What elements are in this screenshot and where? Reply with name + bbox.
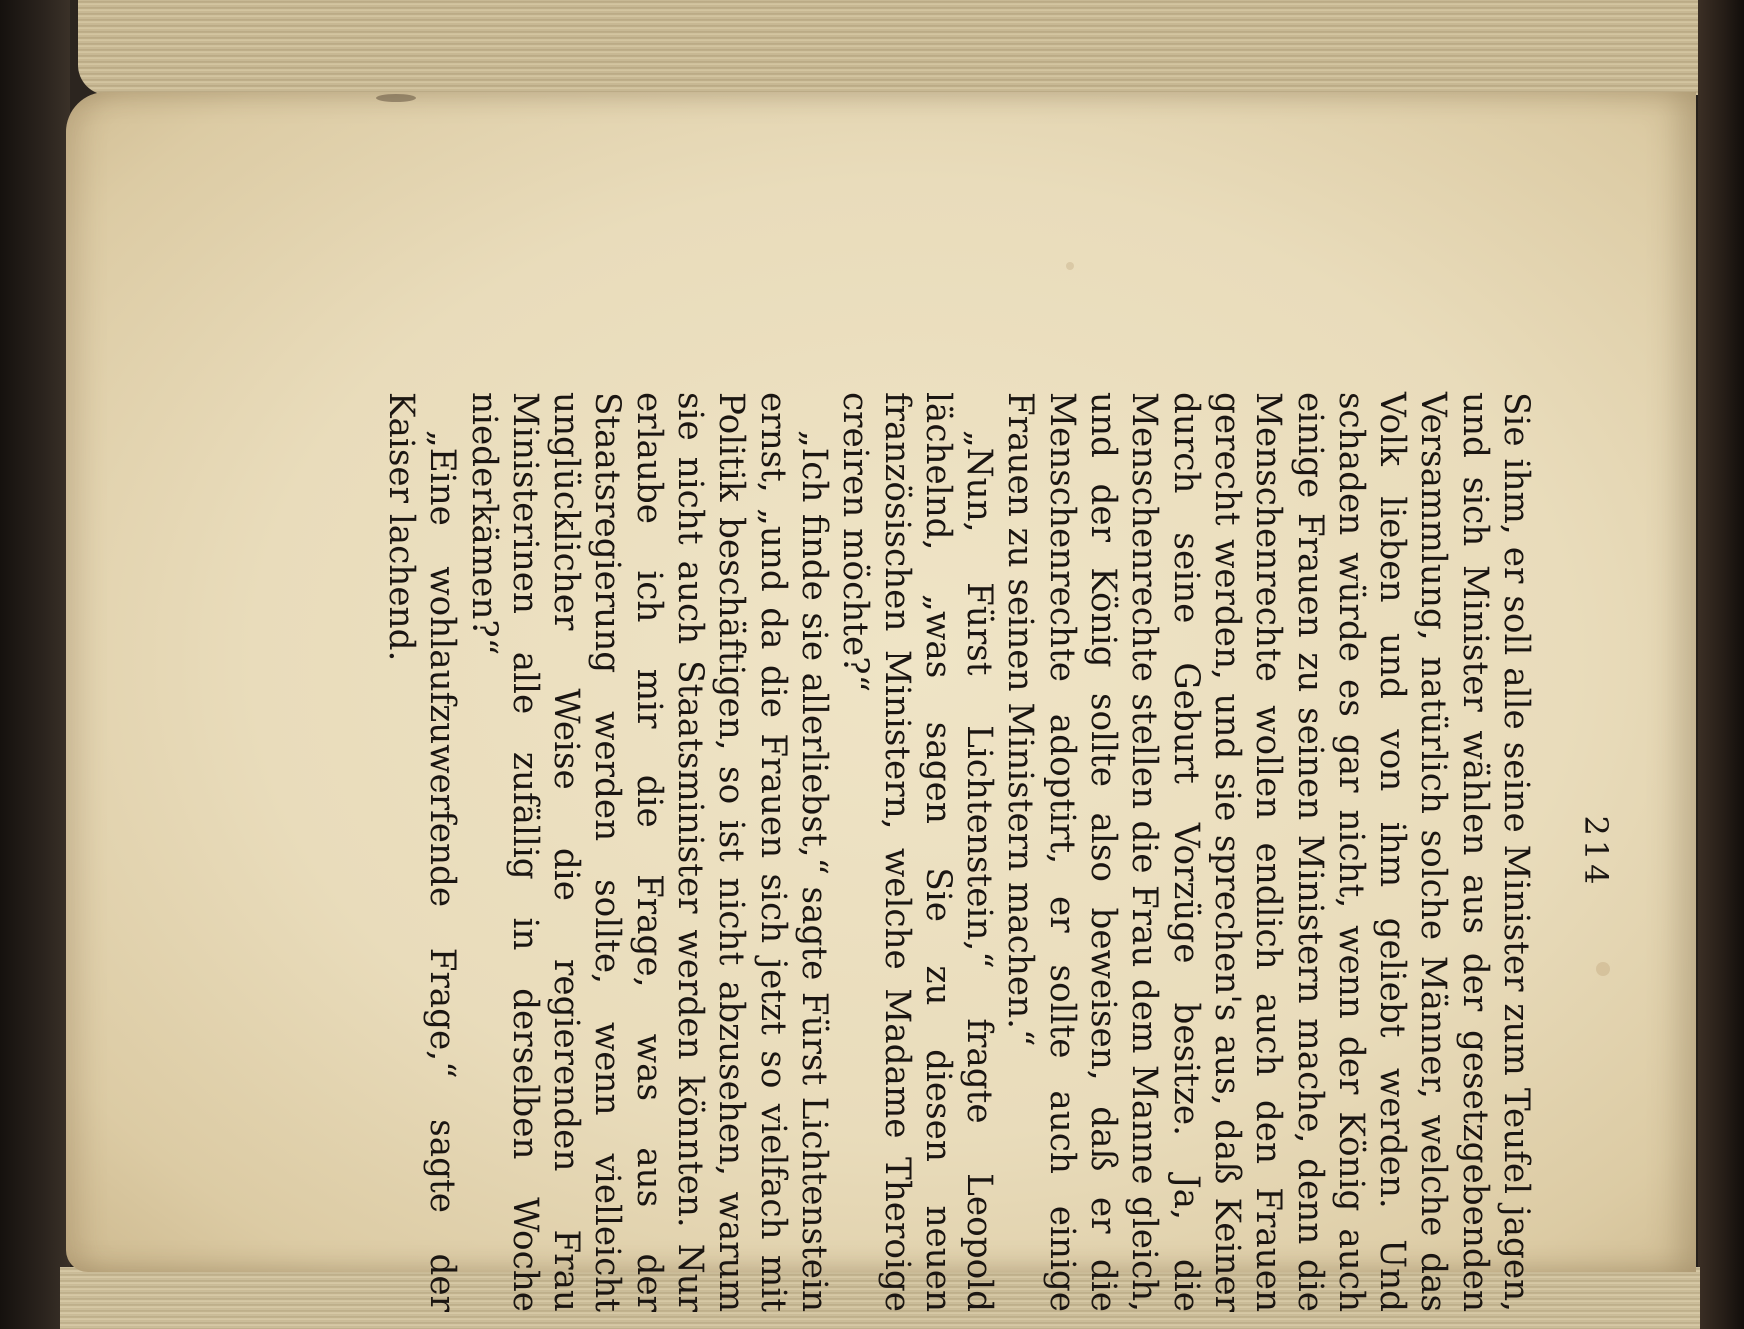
paragraph: „Eine wohlaufzuwerfende Frage,“ sagte der Kaiser lachend. <box>380 392 463 1312</box>
page-stain <box>376 94 416 102</box>
page-stain <box>1066 262 1074 270</box>
page-body <box>380 392 1536 1312</box>
page-edges-top <box>78 0 1698 95</box>
book-page <box>66 92 1696 1312</box>
paragraph: Sie ihm, er soll alle seine Minister zum Teufel jagen, und sich Minister wählen aus der gesetzgebenden Versammlung, natürlich solche Männer, welche das Volk lieben und von ihm geliebt werden. Und schaden würde es gar nicht, wenn der König auch einige Frauen zu seinen Ministern mache, denn die Menschenrechte wollen endlich auch den Frauen gerecht werden, und sie sprechen's aus, daß Keiner durch seine Geburt Vorzüge besitze. Ja, die Menschenrechte stellen die Frau dem Manne gleich, und der König sollte also beweisen, daß er die Menschenrechte adoptirt, er sollte auch einige Frauen zu seinen Ministern machen.“ <box>1000 392 1536 1312</box>
page-number: 214 <box>1577 815 1615 889</box>
paragraph: „Nun, Fürst Lichtenstein,“ fragte Leopold lächelnd, „was sagen Sie zu diesen neuen französischen Ministern, welche Madame Theroige creiren möchte?“ <box>835 392 1000 1312</box>
book-cover-left <box>0 0 70 1329</box>
paragraph: „Ich finde sie allerliebst,“ sagte Fürst Lichtenstein ernst, „und da die Frauen sich jetzt so vielfach mit Politik beschäftigen, so ist nicht abzusehen, warum sie nicht auch Staatsminister werden könnten. Nur erlaube ich mir die Frage, was aus der Staatsregierung werden sollte, wenn vielleicht unglücklicher Weise die regierenden Frau Ministerinen alle zufällig in derselben Woche niederkämen?“ <box>463 392 834 1312</box>
book-cover-right <box>1698 0 1744 1329</box>
text-frame <box>380 392 1626 1312</box>
rotated-text-block <box>380 392 1626 1312</box>
